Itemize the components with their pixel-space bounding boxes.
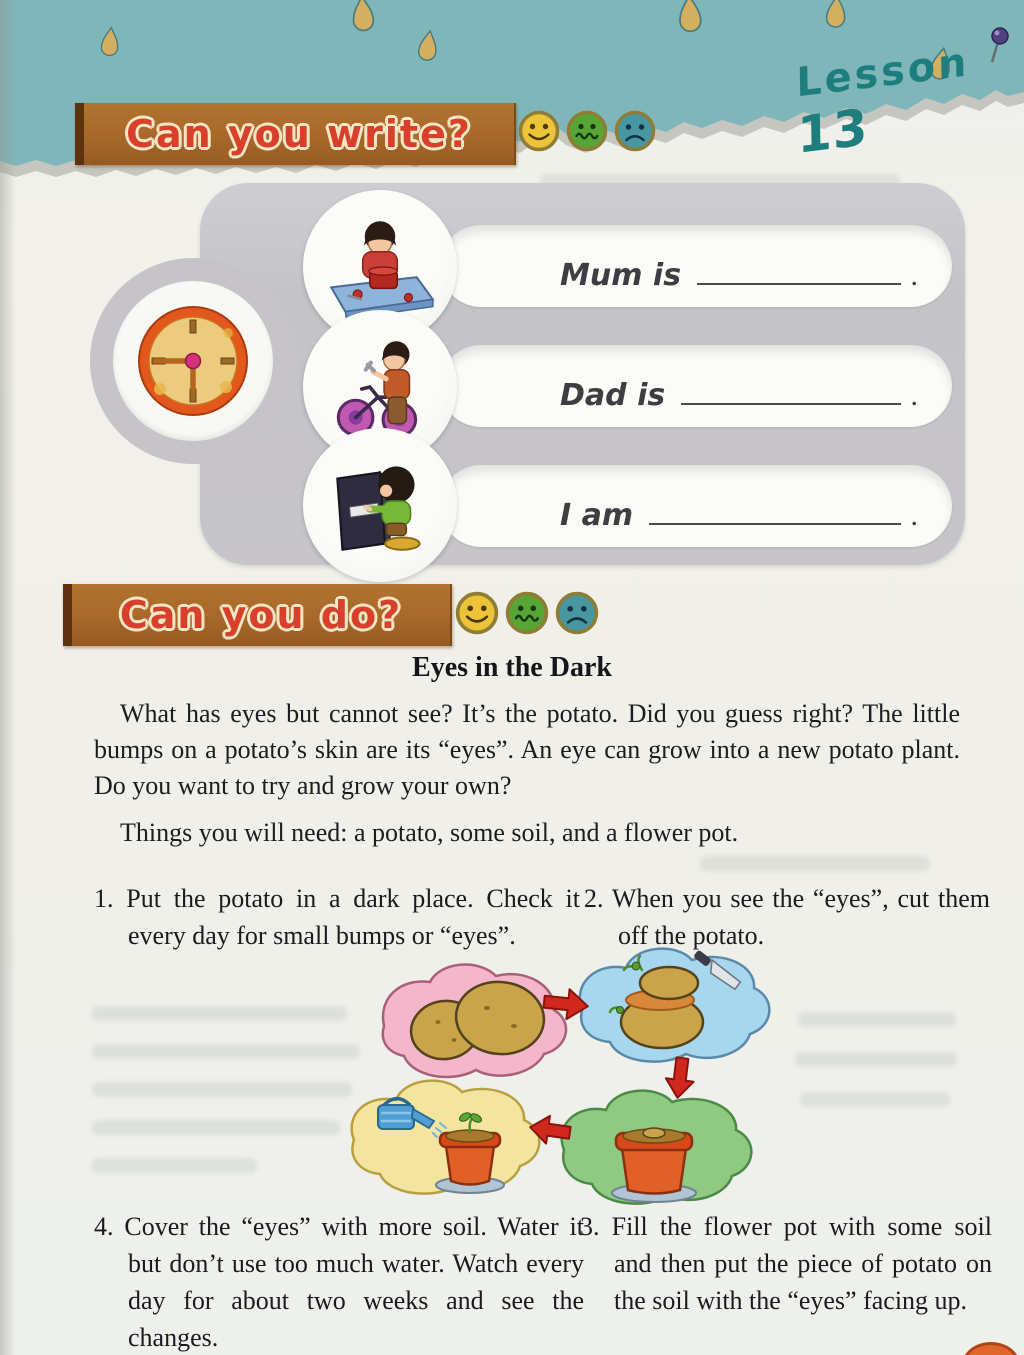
step-4-text: Cover the “eyes” with more soil. Water it but don’t use too much water. Watch every day for about two weeks and see the changes.	[124, 1212, 584, 1352]
period: .	[910, 259, 918, 292]
answer-row-mum	[440, 225, 952, 307]
can-you-do-label: Can you do?	[119, 593, 403, 637]
step-3	[580, 1208, 992, 1319]
mum-answer-blank[interactable]	[697, 253, 900, 285]
can-you-do-banner	[63, 584, 452, 646]
self-assessment-faces-write	[518, 110, 656, 152]
arrow-down-icon	[664, 1056, 697, 1099]
me-answer-blank[interactable]	[649, 493, 900, 525]
potatoes-illustration	[383, 965, 566, 1078]
self-assessment-faces-do	[455, 591, 599, 635]
step-3-number: 3.	[580, 1212, 600, 1241]
watering-can-illustration	[352, 1081, 540, 1194]
cut-potato-illustration	[580, 949, 770, 1062]
answer-row-me	[440, 465, 952, 547]
answer-row-dad	[440, 345, 952, 427]
can-you-write-label: Can you write?	[126, 112, 472, 156]
lesson-number: 13	[796, 97, 869, 165]
sad-face-icon[interactable]	[614, 110, 656, 152]
article-paragraph: What has eyes but cannot see? It’s the potato. Did you guess right? The little bumps on a potato’s skin are its “eyes”. An eye can grow into a new potato plant. Do you want to try and grow your own?	[94, 699, 960, 800]
step-4	[94, 1208, 584, 1355]
bleed-through-artifact	[798, 1012, 956, 1027]
page-corner-tab	[962, 1342, 1020, 1355]
sad-face-icon[interactable]	[555, 591, 599, 635]
piano-illustration-circle	[303, 428, 457, 582]
period: .	[910, 379, 918, 412]
child-playing-piano-illustration	[319, 444, 441, 566]
bleed-through-artifact	[700, 856, 930, 871]
mum-is-label: Mum is	[560, 258, 682, 293]
unsure-face-icon[interactable]	[566, 110, 608, 152]
step-3-text: Fill the flower pot with some soil and then put the piece of potato on the soil with the “eyes” facing up.	[611, 1212, 992, 1315]
step-2	[584, 880, 990, 954]
unsure-face-icon[interactable]	[505, 591, 549, 635]
can-you-write-banner	[75, 103, 516, 165]
step-2-number: 2.	[584, 884, 604, 913]
step-2-text: When you see the “eyes”, cut them off the potato.	[611, 884, 991, 950]
period: .	[910, 499, 918, 532]
bleed-through-artifact	[800, 1092, 950, 1107]
dad-answer-blank[interactable]	[681, 373, 900, 405]
happy-face-icon[interactable]	[455, 591, 499, 635]
potato-growing-sequence	[282, 942, 782, 1217]
clock-icon	[133, 301, 253, 421]
step-1-number: 1.	[94, 884, 114, 913]
dad-is-label: Dad is	[560, 378, 666, 413]
bleed-through-artifact	[92, 1158, 257, 1173]
flower-pot-illustration	[562, 1091, 752, 1204]
i-am-label: I am	[560, 498, 634, 533]
step-1-text: Put the potato in a dark place. Check it every day for small bumps or “eyes”.	[126, 884, 580, 950]
bleed-through-artifact	[795, 1052, 957, 1067]
happy-face-icon[interactable]	[518, 110, 560, 152]
lesson-word: Lesson	[795, 39, 970, 107]
step-4-number: 4.	[94, 1212, 114, 1241]
materials-line: Things you will need: a potato, some soil, and a flower pot.	[120, 818, 739, 847]
article-title: Eyes in the Dark	[412, 652, 612, 683]
step-1	[94, 880, 580, 954]
